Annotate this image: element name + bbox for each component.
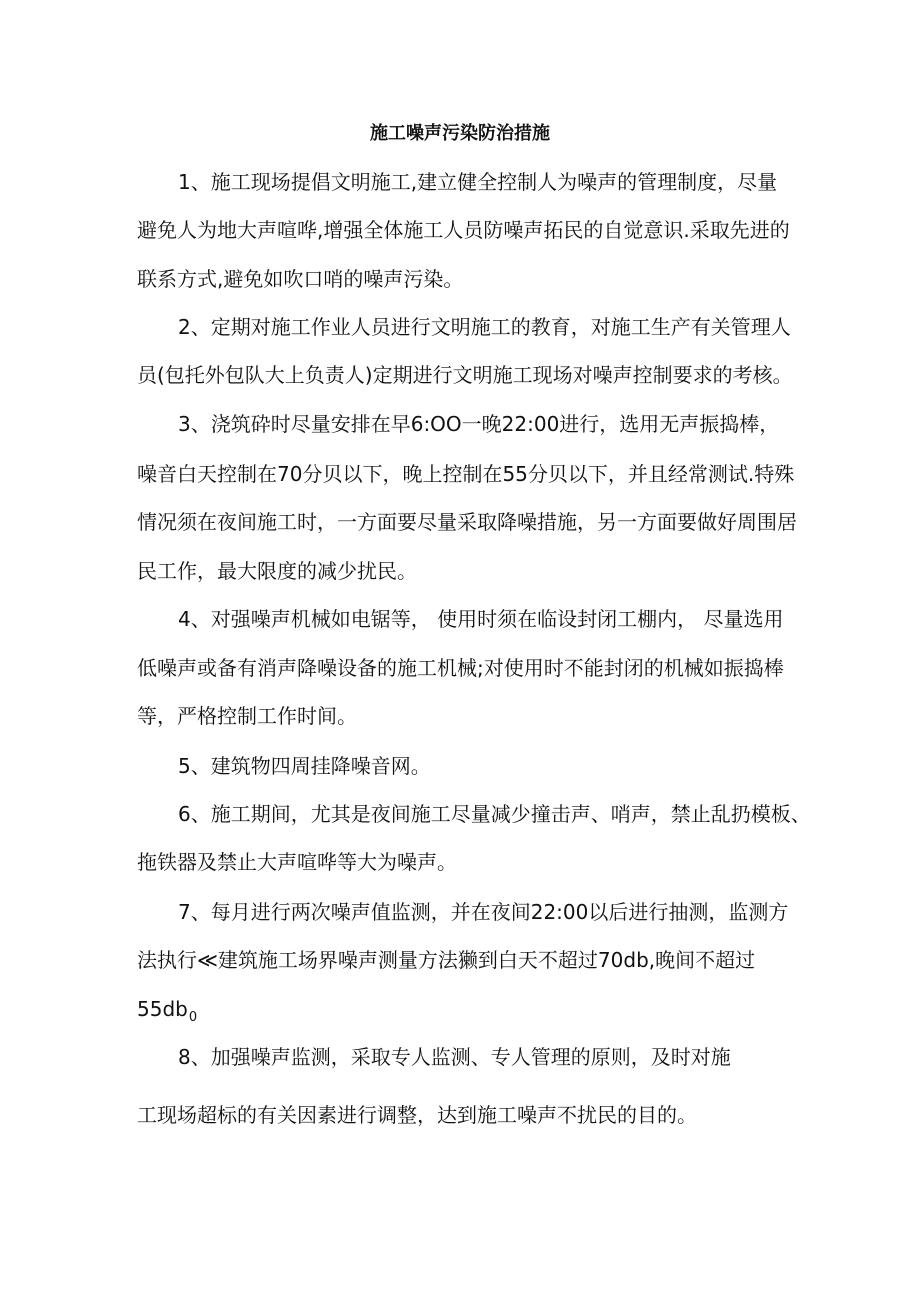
paragraph-7-line-3 [137,995,197,1032]
paragraph-1-line-3: 联系方式,避免如吹口哨的噪声污染。 [137,267,464,291]
paragraph-4-line-2: 低噪声或备有消声降噪设备的施工机械;对使用时不能封闭的机械如振捣棒 [137,656,784,680]
paragraph-7-line-3-subscript: 0 [188,1010,198,1025]
paragraph-2-line-2: 员(包托外包队大上负责人)定期进行文明施工现场对噪声控制要求的考核。 [137,363,793,387]
paragraph-3-line-2: 噪音白天控制在70分贝以下，晚上控制在55分贝以下，并且经常测试.特殊 [137,462,795,486]
paragraph-3-line-1: 3、浇筑砕时尽量安排在早6:OO一晚22:00进行，选用无声振捣棒， [178,412,780,436]
paragraph-1-line-1: 1、施工现场提倡文明施工,建立健全控制人为噪声的管理制度，尽量 [178,170,778,194]
paragraph-6-line-2: 拖铁器及禁止大声喧哗等大为噪声。 [137,850,457,874]
paragraph-8-line-1: 8、加强噪声监测，采取专人监测、专人管理的原则，及时对施 [178,1045,731,1069]
paragraph-7-line-3-text: 55db [137,997,188,1021]
paragraph-4-line-3: 等，严格控制工作时间。 [137,704,357,728]
paragraph-3-line-4: 民工作，最大限度的减少扰民。 [137,559,417,583]
paragraph-8-line-2: 工现场超标的有关因素进行调整，达到施工噪声不扰民的目的。 [137,1103,697,1127]
paragraph-2-line-1: 2、定期对施工作业人员进行文明施工的教育，对施工生产有关管理人 [178,315,791,339]
paragraph-7-line-1: 7、每月进行两次噪声值监测，并在夜间22:00以后进行抽测，监测方 [178,900,789,924]
paragraph-4-line-1: 4、对强噪声机械如电锯等， 使用时须在临设封闭工棚内， 尽量选用 [178,607,784,631]
paragraph-1-line-2: 避免人为地大声喧哗,增强全体施工人员防噪声拓民的自觉意识.采取先进的 [137,218,790,242]
paragraph-3-line-3: 情况须在夜间施工时，一方面要尽量采取降噪措施，另一方面要做好周围居 [137,510,797,534]
paragraph-6-line-1: 6、施工期间，尤其是夜间施工尽量减少撞击声、哨声，禁止乱扔模板、 [178,802,811,826]
paragraph-7-line-2: 法执行≪建筑施工场界噪声测量方法獭到白天不超过70db,晚间不超过 [137,948,756,972]
paragraph-5-line-1: 5、建筑物四周挂降噪音网。 [178,754,431,778]
document-title: 施工噪声污染防治措施 [370,123,550,144]
